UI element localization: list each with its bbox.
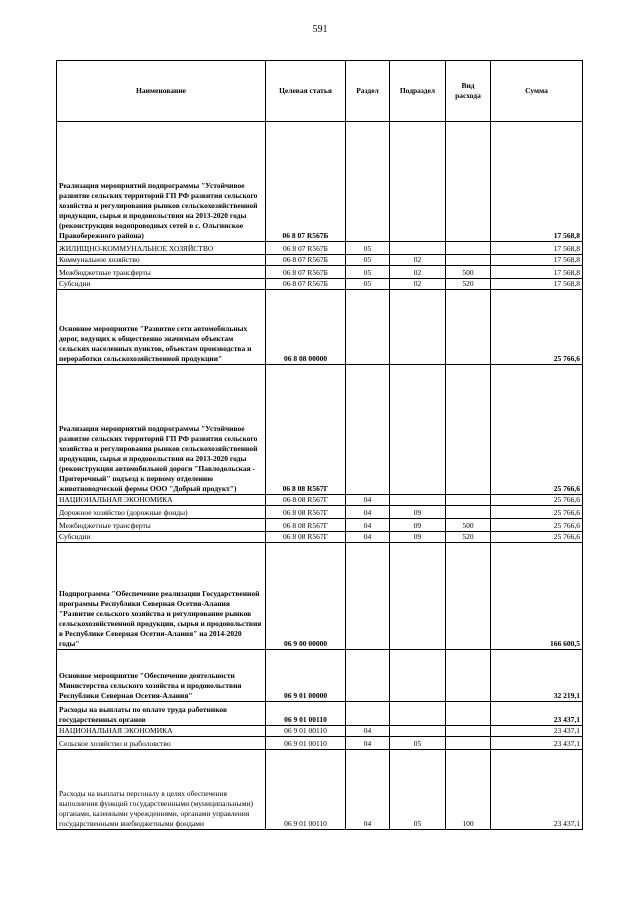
row-name: Субсидии <box>57 532 266 543</box>
row-subsection <box>390 242 446 255</box>
row-name: Сельское хозяйство и рыболовство <box>57 737 266 750</box>
header-target: Целевая статья <box>266 61 346 122</box>
header-section: Раздел <box>346 61 390 122</box>
row-subsection <box>390 122 446 242</box>
row-subsection: 09 <box>390 506 446 519</box>
row-expense-type: 500 <box>446 519 491 532</box>
table-row <box>57 519 583 532</box>
row-section <box>346 650 390 702</box>
row-sum: 25 766,6 <box>491 519 583 532</box>
row-sum: 25 766,6 <box>491 365 583 495</box>
row-target: 06 8 08 00000 <box>266 290 346 365</box>
row-expense-type <box>446 242 491 255</box>
row-sum: 23 437,1 <box>491 726 583 737</box>
row-target: 06 9 01 00110 <box>266 750 346 830</box>
row-target: 06 9 01 00110 <box>266 726 346 737</box>
row-target: 06 9 01 00110 <box>266 737 346 750</box>
row-name: Основное мероприятие "Развитие сети автомобильных дорог, ведущих к общественно значимым объектам сельских населенных пунктов, объектам производства и переработки сельскохозяйственной продукции" <box>57 290 266 365</box>
table-row <box>57 726 583 737</box>
table-row <box>57 750 583 830</box>
row-expense-type <box>446 650 491 702</box>
row-target: 06 8 07 R567Б <box>266 266 346 279</box>
table-row <box>57 532 583 543</box>
row-section: 05 <box>346 242 390 255</box>
row-subsection: 05 <box>390 750 446 830</box>
row-expense-type <box>446 290 491 365</box>
header-subsection: Подраздел <box>390 61 446 122</box>
row-target: 06 8 08 R567Г <box>266 532 346 543</box>
row-name: Подпрограмма "Обеспечение реализации Государственной программы Республики Северная Осетия-Алания "Развитие сельского хозяйства и регулирование рынков сельскохозяйственной продукции, сырья и продовольствия в Республике Северная Осетия-Алания" на 2014-2020 годы" <box>57 543 266 650</box>
row-expense-type: 500 <box>446 266 491 279</box>
row-section: 04 <box>346 532 390 543</box>
row-expense-type <box>446 702 491 726</box>
row-sum: 23 437,1 <box>491 702 583 726</box>
row-expense-type <box>446 365 491 495</box>
row-name: ЖИЛИЩНО-КОММУНАЛЬНОЕ ХОЗЯЙСТВО <box>57 242 266 255</box>
row-target: 06 8 07 R567Б <box>266 122 346 242</box>
row-name: НАЦИОНАЛЬНАЯ ЭКОНОМИКА <box>57 495 266 506</box>
row-section <box>346 290 390 365</box>
row-section: 04 <box>346 737 390 750</box>
table-row <box>57 737 583 750</box>
row-section <box>346 543 390 650</box>
row-section: 04 <box>346 726 390 737</box>
table-row <box>57 543 583 650</box>
header-expense-type: Вид расхода <box>446 61 491 122</box>
row-sum: 17 568,8 <box>491 255 583 266</box>
row-section: 04 <box>346 506 390 519</box>
row-target: 06 8 07 R567Б <box>266 255 346 266</box>
row-sum: 25 766,6 <box>491 506 583 519</box>
row-sum: 17 568,8 <box>491 122 583 242</box>
row-name: Реализация мероприятий подпрограммы "Устойчивое развитие сельских территорий ГП РФ развития сельского хозяйства и регулирования рынков сельскохозяйственной продукции, сырья и продовольствия на 2013-2020 годы (реконструкция автомобильной дороги "Павлодольская - Притеречный" подъезд к первому отделению животноводческой фермы ООО "Добрый продукт") <box>57 365 266 495</box>
row-subsection <box>390 726 446 737</box>
page-number: 591 <box>312 24 328 35</box>
header-name: Наименование <box>57 61 266 122</box>
row-sum: 23 437,1 <box>491 750 583 830</box>
row-target: 06 8 08 R567Г <box>266 506 346 519</box>
row-section: 05 <box>346 266 390 279</box>
table-header-row <box>57 61 583 122</box>
row-target: 06 8 08 R567Г <box>266 495 346 506</box>
row-sum: 32 219,1 <box>491 650 583 702</box>
row-section: 04 <box>346 495 390 506</box>
row-name: Межбюджетные трансферты <box>57 519 266 532</box>
row-subsection <box>390 290 446 365</box>
row-expense-type <box>446 122 491 242</box>
row-subsection <box>390 365 446 495</box>
table-row <box>57 290 583 365</box>
row-sum: 17 568,8 <box>491 266 583 279</box>
table-row <box>57 365 583 495</box>
table-row <box>57 702 583 726</box>
row-sum: 166 600,5 <box>491 543 583 650</box>
row-name: Дорожное хозяйство (дорожные фонды) <box>57 506 266 519</box>
row-sum: 25 766,6 <box>491 290 583 365</box>
row-name: НАЦИОНАЛЬНАЯ ЭКОНОМИКА <box>57 726 266 737</box>
row-name: Основное мероприятие "Обеспечение деятельности Министерства сельского хозяйства и продовольствия Республики Северная Осетия-Алания" <box>57 650 266 702</box>
row-subsection: 02 <box>390 266 446 279</box>
row-section: 04 <box>346 519 390 532</box>
row-name: Межбюджетные трансферты <box>57 266 266 279</box>
row-target: 06 9 01 00000 <box>266 650 346 702</box>
row-section <box>346 702 390 726</box>
row-name: Реализация мероприятий подпрограммы "Устойчивое развитие сельских территорий ГП РФ развития сельского хозяйства и регулирования рынков сельскохозяйственной продукции, сырья и продовольствия на 2013-2020 годы (реконструкция водопроводных сетей в с. Ольгинское Правобережного района) <box>57 122 266 242</box>
row-subsection <box>390 543 446 650</box>
row-expense-type: 520 <box>446 279 491 290</box>
header-sum: Сумма <box>491 61 583 122</box>
row-target: 06 9 00 00000 <box>266 543 346 650</box>
row-name: Субсидии <box>57 279 266 290</box>
row-expense-type <box>446 495 491 506</box>
row-expense-type <box>446 543 491 650</box>
table-row <box>57 255 583 266</box>
row-target: 06 9 01 00110 <box>266 702 346 726</box>
row-expense-type <box>446 737 491 750</box>
row-expense-type: 100 <box>446 750 491 830</box>
table-body <box>57 122 583 830</box>
table-row <box>57 266 583 279</box>
row-target: 06 8 08 R567Г <box>266 365 346 495</box>
row-name: Коммунальное хозяйство <box>57 255 266 266</box>
row-section: 04 <box>346 750 390 830</box>
row-subsection: 02 <box>390 279 446 290</box>
row-target: 06 8 08 R567Г <box>266 519 346 532</box>
row-section: 05 <box>346 255 390 266</box>
row-subsection: 09 <box>390 519 446 532</box>
table-row <box>57 650 583 702</box>
row-sum: 17 568,8 <box>491 279 583 290</box>
row-sum: 17 568,8 <box>491 242 583 255</box>
row-subsection <box>390 650 446 702</box>
row-subsection: 09 <box>390 532 446 543</box>
row-expense-type: 520 <box>446 532 491 543</box>
budget-table <box>56 60 583 830</box>
table-row <box>57 242 583 255</box>
row-sum: 25 766,6 <box>491 532 583 543</box>
table-row <box>57 506 583 519</box>
row-sum: 25 766,6 <box>491 495 583 506</box>
table-row <box>57 122 583 242</box>
row-section: 05 <box>346 279 390 290</box>
row-name: Расходы на выплаты персоналу в целях обеспечения выполнения функций государственными (муниципальными) органами, казенными учреждениями, органами управления государственными внебюджетными фондами <box>57 750 266 830</box>
row-subsection <box>390 702 446 726</box>
table-row <box>57 495 583 506</box>
row-section <box>346 122 390 242</box>
row-target: 06 8 07 R567Б <box>266 279 346 290</box>
row-subsection: 02 <box>390 255 446 266</box>
row-sum: 23 437,1 <box>491 737 583 750</box>
row-subsection <box>390 495 446 506</box>
table-row <box>57 279 583 290</box>
row-subsection: 05 <box>390 737 446 750</box>
row-expense-type <box>446 255 491 266</box>
row-name: Расходы на выплаты по оплате труда работников государственных органов <box>57 702 266 726</box>
row-expense-type <box>446 726 491 737</box>
row-expense-type <box>446 506 491 519</box>
row-target: 06 8 07 R567Б <box>266 242 346 255</box>
row-section <box>346 365 390 495</box>
